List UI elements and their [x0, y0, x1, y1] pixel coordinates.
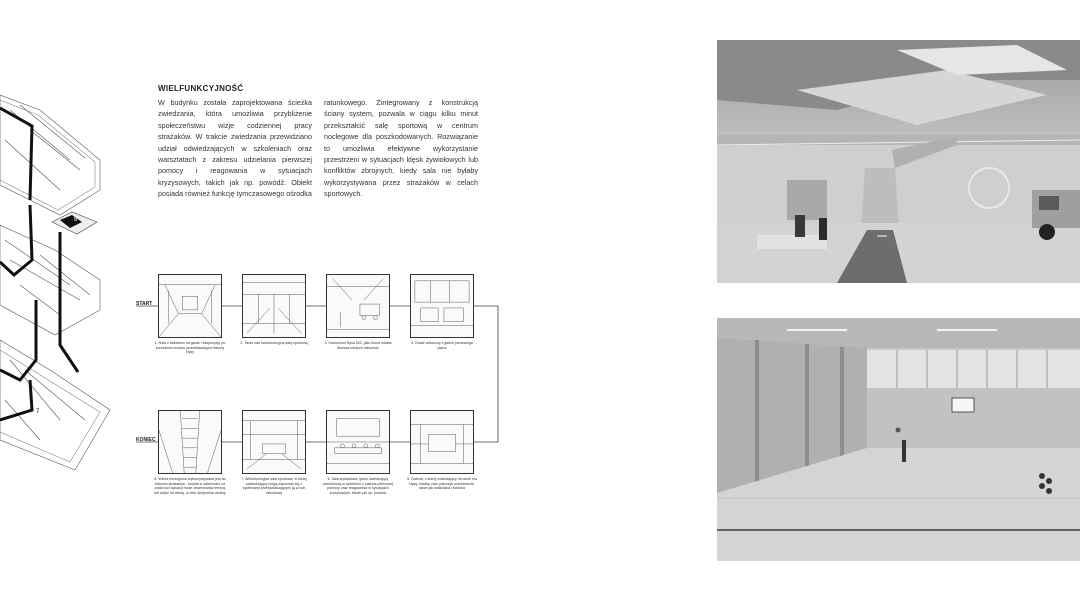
caption-step-7: 7. Wielofunkcyjna sala sportowa, w której odwiedzający mogą zapoznać się z systemami przekształcającymi ją w hub ratunkowy	[241, 477, 307, 495]
caption-step-4: 4. Garaż widoczny z galerii pierwszego piętra	[410, 341, 474, 350]
caption-step-1: 1. Hala z widokiem na garaż i ekspozycję po przeszłości ściana przedstawiająca historię Nysy	[154, 341, 226, 355]
storyboard-frame-5	[410, 410, 474, 474]
storyboard-frame-7	[242, 410, 306, 474]
caption-step-8: 8. Wieża treningowa wykorzystywana jest do ćwiczeń strażaków - turysta w zależności od zdolności sytuacji może obserwować trening lub wejść na wieżę, w celu obejrzenia okolicy	[154, 477, 226, 495]
start-label: START	[136, 301, 153, 307]
caption-step-6: 6. Sala wykładowa, gdzie zwiedzający uczestniczą w szkoleniu z zakresu pierwszej pomocy oraz reagowania w sytuacjach kryzysowych, takich jak np. powódź	[322, 477, 394, 495]
storyboard-frame-1	[158, 274, 222, 338]
caption-step-2: 2. Taras nad wielofunkcyjną salą sportową	[240, 341, 308, 345]
body-text-column-2: ratunkowego. Zintegrowany z konstrukcją ściany system, pozwala w ciągu kilku minut przekształcić salę sportową w centrum noclegowe dla poszkodowanych. Rozwiązanie to umożliwia efektywne wykorzystanie przestrzeni w sytuacjach klęsk żywiołowych lub konfliktów zbrojnych, kiedy sala nie byłaby wykorzystywana przez strażaków w celach sportowych.	[324, 98, 478, 199]
storyboard-frame-2	[242, 274, 306, 338]
storyboard-frame-6	[326, 410, 390, 474]
render-sports-hall	[717, 318, 1080, 561]
storyboard-frame-4	[410, 274, 474, 338]
body-text-column-1: W budynku została zaprojektowana ścieżka zwiedzania, która umożliwia przybliżenie społeczeństwu wizje codziennej pracy strażaków. W trakcie zwiedzania przewidziano udział odwiedzających w szkoleniach oraz warsztatach z zakresu udzielania pierwszej pomocy i reagowania w sytuacjach kryzysowych, takich jak np. powódź. Obiekt posiada również funkcję tymczasowego ośrodka	[158, 98, 312, 199]
section-title: WIELFUNKCYJNOŚĆ	[158, 84, 244, 93]
storyboard-frame-8	[158, 410, 222, 474]
axon-label-7: 7	[36, 409, 40, 415]
axonometric-drawing	[0, 0, 135, 600]
storyboard-frame-3	[326, 274, 390, 338]
axon-label-8: 8	[74, 217, 78, 223]
caption-step-3: 3. Samochód Nysa 522, jako ikona miasta dłuższa miejsce mieszkań	[324, 341, 392, 350]
end-label: KONIEC	[136, 437, 156, 443]
render-atrium	[717, 40, 1080, 283]
caption-step-5: 5. Galeria, z której zwiedzający na wiele ma Nysę, kładkę oraz pokonuje przestrzenie, także jak siatkówka i ścianka	[407, 477, 477, 491]
